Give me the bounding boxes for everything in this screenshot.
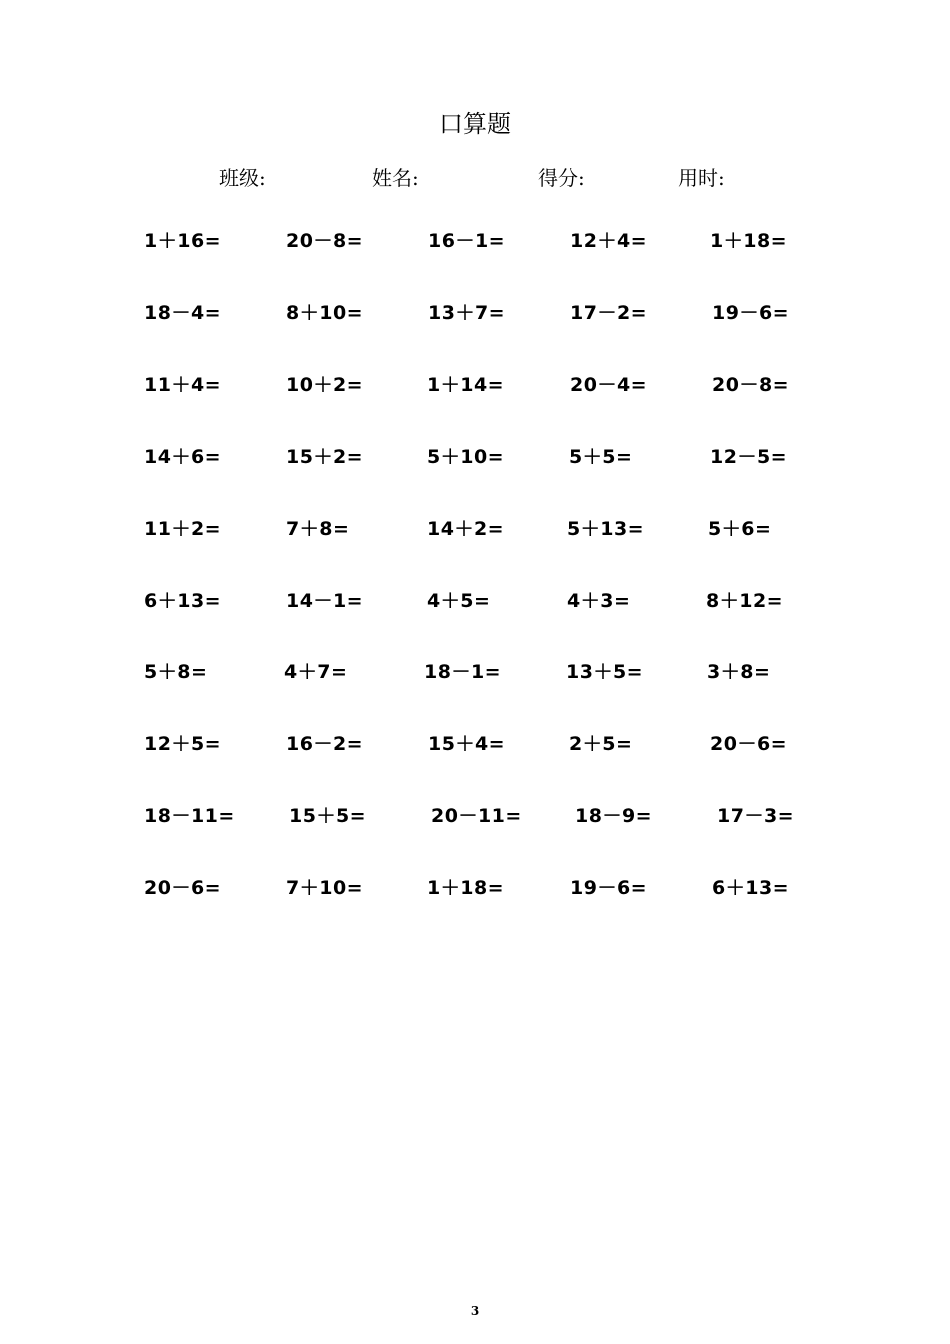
problem-r4-c4: 5＋5= [569, 446, 633, 468]
problem-r5-c5: 5＋6= [708, 518, 772, 540]
problem-r9-c4: 18－9= [575, 805, 653, 827]
problem-r1-c3: 16－1= [428, 230, 506, 252]
time-label: 用时: [678, 166, 725, 190]
problem-r8-c1: 12＋5= [144, 733, 222, 755]
problem-r9-c1: 18－11= [144, 805, 235, 827]
problem-r6-c3: 4＋5= [427, 590, 491, 612]
problem-r3-c3: 1＋14= [427, 374, 505, 396]
problem-r2-c1: 18－4= [144, 302, 222, 324]
score-label: 得分: [538, 166, 585, 190]
problem-r9-c5: 17－3= [717, 805, 795, 827]
problem-r6-c5: 8＋12= [706, 590, 784, 612]
problem-r8-c2: 16－2= [286, 733, 364, 755]
problem-r9-c3: 20－11= [431, 805, 522, 827]
problem-r2-c5: 19－6= [712, 302, 790, 324]
problem-r10-c4: 19－6= [570, 877, 648, 899]
problem-r6-c2: 14－1= [286, 590, 364, 612]
problem-r7-c3: 18－1= [424, 661, 502, 683]
worksheet-title: 口算题 [439, 110, 511, 138]
problem-r2-c2: 8＋10= [286, 302, 364, 324]
problem-r5-c1: 11＋2= [144, 518, 222, 540]
page-number: 3 [470, 1304, 480, 1318]
problem-r1-c1: 1＋16= [144, 230, 222, 252]
problem-r3-c4: 20－4= [570, 374, 648, 396]
problem-r7-c1: 5＋8= [144, 661, 208, 683]
problem-r4-c2: 15＋2= [286, 446, 364, 468]
problem-r6-c1: 6＋13= [144, 590, 222, 612]
name-label: 姓名: [372, 166, 419, 190]
class-label: 班级: [219, 166, 266, 190]
problem-r5-c4: 5＋13= [567, 518, 645, 540]
problem-r4-c3: 5＋10= [427, 446, 505, 468]
problem-r3-c2: 10＋2= [286, 374, 364, 396]
problem-r10-c1: 20－6= [144, 877, 222, 899]
problem-r2-c3: 13＋7= [428, 302, 506, 324]
problem-r10-c2: 7＋10= [286, 877, 364, 899]
problem-r10-c5: 6＋13= [712, 877, 790, 899]
problem-r8-c4: 2＋5= [569, 733, 633, 755]
problem-r4-c1: 14＋6= [144, 446, 222, 468]
problem-r8-c5: 20－6= [710, 733, 788, 755]
problem-r2-c4: 17－2= [570, 302, 648, 324]
problem-r6-c4: 4＋3= [567, 590, 631, 612]
problem-r3-c5: 20－8= [712, 374, 790, 396]
problem-r10-c3: 1＋18= [427, 877, 505, 899]
problem-r1-c4: 12＋4= [570, 230, 648, 252]
problem-r1-c2: 20－8= [286, 230, 364, 252]
problem-r7-c2: 4＋7= [284, 661, 348, 683]
problem-r4-c5: 12－5= [710, 446, 788, 468]
problem-r7-c5: 3＋8= [707, 661, 771, 683]
problem-r9-c2: 15＋5= [289, 805, 367, 827]
problem-r3-c1: 11＋4= [144, 374, 222, 396]
problem-r8-c3: 15＋4= [428, 733, 506, 755]
problem-r5-c2: 7＋8= [286, 518, 350, 540]
problem-r1-c5: 1＋18= [710, 230, 788, 252]
problem-r5-c3: 14＋2= [427, 518, 505, 540]
problem-r7-c4: 13＋5= [566, 661, 644, 683]
